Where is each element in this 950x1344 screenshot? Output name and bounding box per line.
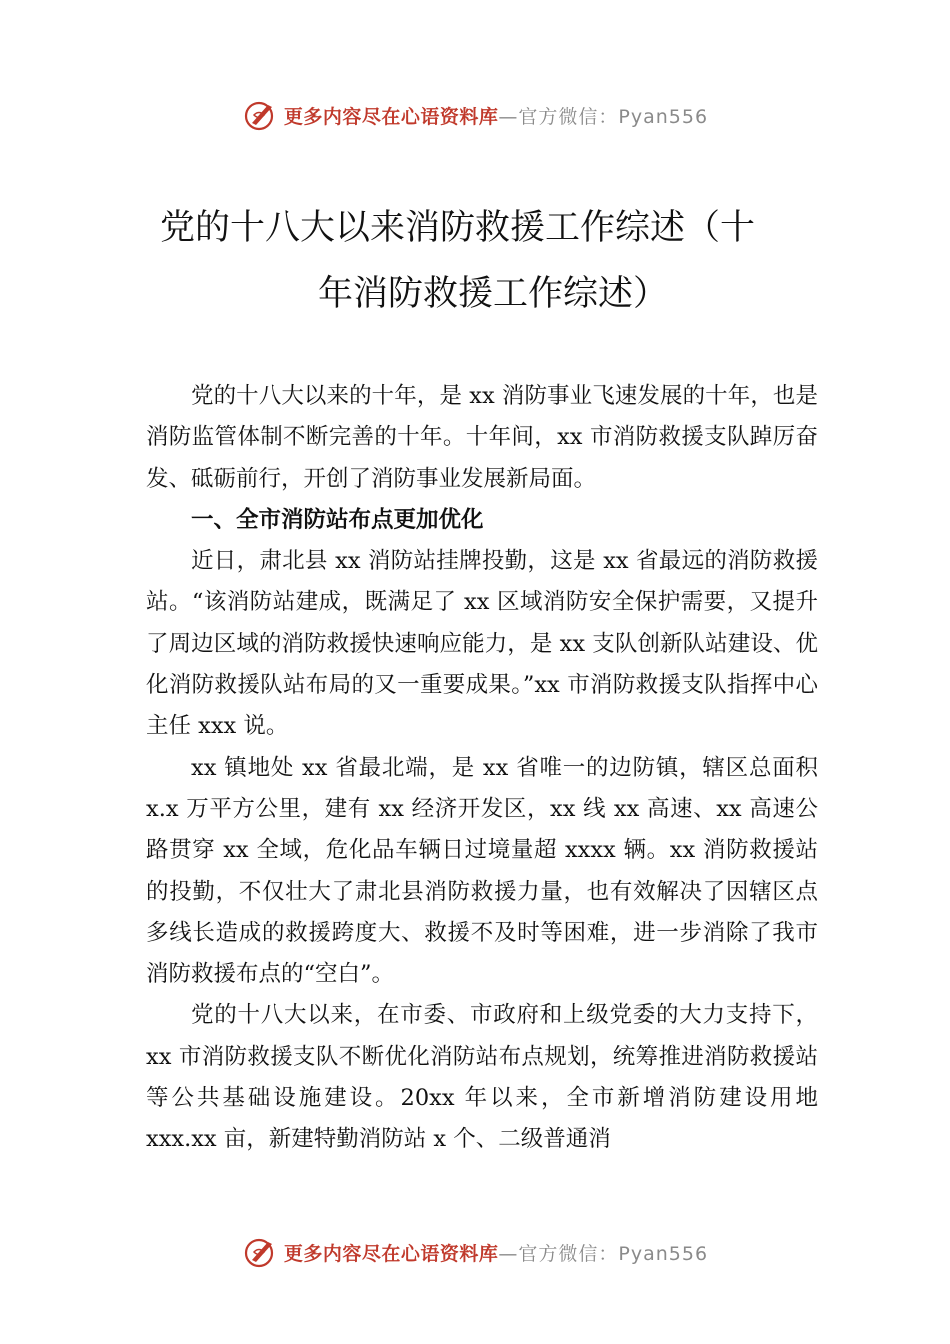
banner-wechat-text: —官方微信：Pyan556 <box>498 1242 709 1265</box>
banner-wechat-text: —官方微信：Pyan556 <box>498 105 709 128</box>
banner-red-text: 更多内容尽在心语资料库 <box>283 105 499 128</box>
paragraph: 近日，肃北县 xx 消防站挂牌投勤，这是 xx 省最远的消防救援站。“该消防站建成，既满足了 xx 区域消防安全保护需要，又提升了周边区域的消防救援快速响应能力，是 xx 支队创新队站建设、优化消防救援队站布局的又一重要成果。”xx 市消防救援支队指挥中心主任 xxx 说。 <box>146 548 818 740</box>
section-heading: 一、全市消防站布点更加优化 <box>191 506 484 533</box>
footer-banner <box>0 1232 950 1272</box>
pen-seal-icon <box>242 97 278 133</box>
paragraph: 党的十八大以来的十年，是 xx 消防事业飞速发展的十年，也是消防监管体制不断完善的十年。十年间，xx 市消防救援支队踔厉奋发、砥砺前行，开创了消防事业发展新局面。 <box>146 383 818 492</box>
document-title-line1: 党的十八大以来消防救援工作综述（十 <box>160 208 756 248</box>
header-banner <box>0 95 950 135</box>
document-body <box>146 376 818 1161</box>
banner-red-text: 更多内容尽在心语资料库 <box>283 1242 499 1265</box>
document-title-line2: 年消防救援工作综述） <box>318 274 669 314</box>
paragraph: xx 镇地处 xx 省最北端，是 xx 省唯一的边防镇，辖区总面积 x.x 万平方公里，建有 xx 经济开发区，xx 线 xx 高速、xx 高速公路贯穿 xx 全域，危化品车辆日过境量超 xxxx 辆。xx 消防救援站的投勤，不仅壮大了肃北县消防救援力量，也有效解决了因辖区点多线长造成的救援跨度大、救援不及时等困难，进一步消除了我市消防救援布点的“空白”。 <box>146 754 818 988</box>
pen-seal-icon <box>242 1234 278 1270</box>
paragraph: 党的十八大以来，在市委、市政府和上级党委的大力支持下，xx 市消防救援支队不断优化消防站布点规划，统筹推进消防救援站等公共基础设施建设。20xx 年以来，全市新增消防建设用地 xxx.xx 亩，新建特勤消防站 x 个、二级普通消 <box>146 1002 818 1153</box>
